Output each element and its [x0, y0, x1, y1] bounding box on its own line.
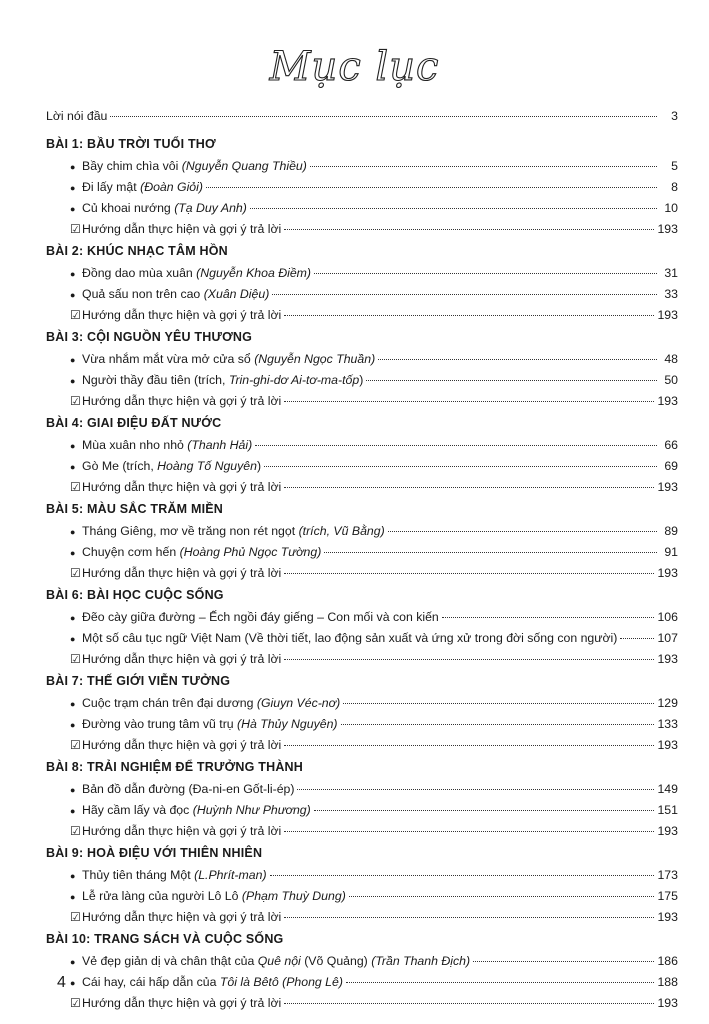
dot-leader: [378, 359, 657, 360]
dot-leader: [255, 445, 657, 446]
dot-leader: [310, 166, 657, 167]
toc-entry[interactable]: [46, 735, 678, 756]
toc-entry-page: 106: [657, 610, 678, 624]
bullet-icon: ●: [70, 355, 76, 365]
toc-entry[interactable]: [46, 714, 678, 735]
lesson-heading-text: BÀI 1: BẦU TRỜI TUỔI THƠ: [46, 137, 216, 151]
toc-entry[interactable]: [46, 456, 678, 477]
title-text: ): [256, 459, 262, 473]
toc-entry-page: 31: [664, 266, 678, 280]
dot-leader: [284, 917, 654, 918]
bullet-icon: ●: [70, 290, 76, 300]
title-text: Vừa nhắm mắt vừa mở cửa sổ: [82, 352, 255, 366]
title-text: Hướng dẫn thực hiện và gợi ý trả lời: [82, 652, 282, 666]
lesson-heading-text: BÀI 8: TRẢI NGHIỆM ĐỂ TRƯỞNG THÀNH: [46, 760, 303, 774]
title-text: Lễ rửa làng của người Lô Lô: [82, 889, 242, 903]
bullet-icon: ●: [70, 269, 76, 279]
title-text: Hướng dẫn thực hiện và gợi ý trả lời: [82, 222, 282, 236]
lesson-list: [46, 133, 678, 1014]
toc-entry-title: [82, 779, 294, 800]
toc-entry-title: [82, 607, 439, 628]
toc-entry-page: 8: [671, 180, 678, 194]
toc-entry[interactable]: [46, 907, 678, 928]
title-text: Bản đồ dẫn đường (Đa-ni-en Gốt-li-ép): [82, 782, 295, 796]
toc-entry[interactable]: [46, 521, 678, 542]
toc-entry[interactable]: [46, 156, 678, 177]
author-or-work-italic: (Tạ Duy Anh): [174, 201, 247, 215]
lesson-heading-text: BÀI 10: TRANG SÁCH VÀ CUỘC SỐNG: [46, 932, 284, 946]
toc-entry-page: 193: [657, 652, 678, 666]
toc-entry[interactable]: [46, 219, 678, 240]
toc-entry-page: 193: [657, 738, 678, 752]
toc-entry[interactable]: [46, 628, 678, 649]
toc-entry-title: [82, 628, 617, 649]
lesson-heading-text: BÀI 6: BÀI HỌC CUỘC SỐNG: [46, 588, 224, 602]
toc-entry-page: 193: [657, 394, 678, 408]
toc-entry-title: [82, 263, 311, 284]
toc-entry-title: [82, 821, 281, 842]
checkbox-icon: ☑: [70, 824, 81, 838]
toc-entry-page: 5: [671, 159, 678, 173]
dot-leader: [442, 617, 655, 618]
title-text: Quả sấu non trên cao: [82, 287, 204, 301]
toc-entry-title: [82, 305, 281, 326]
checkbox-icon: ☑: [70, 394, 81, 408]
bullet-icon: ●: [70, 183, 76, 193]
bullet-icon: ●: [70, 699, 76, 709]
toc-entry[interactable]: [46, 886, 678, 907]
lesson-section: [46, 842, 678, 928]
checkbox-icon: ☑: [70, 308, 81, 322]
toc-entry-page: 33: [664, 287, 678, 301]
bullet-icon: ●: [70, 204, 76, 214]
title-text: Cuộc trạm chán trên đại dương: [82, 696, 257, 710]
toc-entry[interactable]: [46, 263, 678, 284]
bullet-icon: ●: [70, 871, 76, 881]
lesson-heading-text: BÀI 5: MÀU SẮC TRĂM MIỀN: [46, 502, 224, 516]
toc-entry-title: [82, 886, 346, 907]
toc-entry-page: 193: [657, 308, 678, 322]
dot-leader: [284, 659, 654, 660]
lesson-heading: [46, 498, 678, 521]
lesson-section: [46, 670, 678, 756]
page-number: 4: [57, 974, 66, 991]
toc-entry-title: [82, 156, 307, 177]
toc-entry[interactable]: [46, 972, 678, 993]
checkbox-icon: ☑: [70, 910, 81, 924]
title-text: (Võ Quảng): [300, 954, 372, 968]
title-text: Người thầy đầu tiên (trích,: [82, 373, 229, 387]
author-or-work-italic: (Huỳnh Như Phương): [192, 803, 311, 817]
toc-entry-page: 173: [657, 868, 678, 882]
bullet-icon: ●: [70, 162, 76, 172]
bullet-icon: ●: [70, 785, 76, 795]
bullet-icon: ●: [70, 462, 76, 472]
toc-entry[interactable]: [46, 435, 678, 456]
author-or-work-italic: Quê nội: [257, 954, 301, 968]
lesson-section: [46, 928, 678, 1014]
toc-entry-page: 193: [657, 910, 678, 924]
author-or-work-italic: (Giuyn Véc-nơ): [256, 696, 341, 710]
title-text: Gò Me (trích,: [82, 459, 158, 473]
toc-entry[interactable]: [46, 649, 678, 670]
toc-entry-page: 89: [664, 524, 678, 538]
dot-leader: [297, 789, 654, 790]
toc-entry-title: [82, 477, 281, 498]
lesson-heading: [46, 240, 678, 263]
toc-entry-page: 10: [664, 201, 678, 215]
toc-entry-label: Lời nói đầu: [46, 109, 108, 123]
checkbox-icon: ☑: [70, 652, 81, 666]
dot-leader: [284, 831, 654, 832]
toc-entry[interactable]: [46, 800, 678, 821]
title-text: Đồng dao mùa xuân: [82, 266, 197, 280]
toc-entry-page: 193: [657, 480, 678, 494]
bullet-icon: ●: [70, 376, 76, 386]
title-text: Hướng dẫn thực hiện và gợi ý trả lời: [82, 910, 282, 924]
dot-leader: [473, 961, 654, 962]
title-text: Hướng dẫn thực hiện và gợi ý trả lời: [82, 308, 282, 322]
dot-leader: [388, 531, 657, 532]
toc-entry-title: [82, 649, 281, 670]
lesson-heading: [46, 842, 678, 865]
author-or-work-italic: (Trần Thanh Địch): [371, 954, 471, 968]
toc-entry-title: [82, 177, 203, 198]
dot-leader: [343, 703, 654, 704]
toc-entry-title: [82, 349, 375, 370]
lesson-heading-text: BÀI 7: THẾ GIỚI VIỄN TƯỞNG: [46, 674, 231, 688]
dot-leader: [346, 982, 655, 983]
toc-entry[interactable]: [46, 693, 678, 714]
bullet-icon: ●: [70, 806, 76, 816]
lesson-heading-text: BÀI 4: GIAI ĐIỆU ĐẤT NƯỚC: [46, 416, 222, 430]
toc-entry[interactable]: [46, 607, 678, 628]
bullet-icon: ●: [70, 548, 76, 558]
dot-leader: [284, 487, 654, 488]
toc-entry[interactable]: [46, 370, 678, 391]
toc-entry-title: [82, 521, 385, 542]
toc-entry-page: 188: [657, 975, 678, 989]
lesson-section: [46, 498, 678, 584]
lesson-section: [46, 240, 678, 326]
title-text: Hướng dẫn thực hiện và gợi ý trả lời: [82, 996, 282, 1010]
lesson-section: [46, 584, 678, 670]
toc-entry[interactable]: [46, 198, 678, 219]
toc-entry[interactable]: [46, 284, 678, 305]
toc-entry-page: 193: [657, 566, 678, 580]
lesson-heading: [46, 584, 678, 607]
title-text: Hướng dẫn thực hiện và gợi ý trả lời: [82, 824, 282, 838]
checkbox-icon: ☑: [70, 566, 81, 580]
lesson-section: [46, 326, 678, 412]
title-text: Hướng dẫn thực hiện và gợi ý trả lời: [82, 566, 282, 580]
author-or-work-italic: (Xuân Diệu): [203, 287, 270, 301]
dot-leader: [284, 573, 654, 574]
author-or-work-italic: (L.Phrít-man): [194, 868, 267, 882]
toc-entry-page: 151: [657, 803, 678, 817]
toc-entry[interactable]: [46, 391, 678, 412]
author-or-work-italic: (Nguyễn Ngọc Thuần): [254, 352, 376, 366]
lesson-heading-text: BÀI 2: KHÚC NHẠC TÂM HỒN: [46, 244, 228, 258]
toc-entry-page: 193: [657, 222, 678, 236]
toc-entry-page: 133: [657, 717, 678, 731]
bullet-icon: ●: [70, 957, 76, 967]
title-text: Chuyện cơm hến: [82, 545, 180, 559]
lesson-section: [46, 412, 678, 498]
lesson-heading-text: BÀI 9: HOÀ ĐIỆU VỚI THIÊN NHIÊN: [46, 846, 263, 860]
toc-entry-page: 91: [664, 545, 678, 559]
toc-entry[interactable]: [46, 542, 678, 563]
author-or-work-italic: (Nguyễn Quang Thiều): [181, 159, 307, 173]
bullet-icon: ●: [70, 978, 76, 988]
bullet-icon: ●: [70, 527, 76, 537]
dot-leader: [250, 208, 657, 209]
dot-leader: [324, 552, 657, 553]
toc-entry-page: 48: [664, 352, 678, 366]
lesson-heading: [46, 670, 678, 693]
lesson-heading: [46, 412, 678, 435]
toc-entry-page: 193: [657, 824, 678, 838]
title-text: Đường vào trung tâm vũ trụ: [82, 717, 238, 731]
bullet-icon: ●: [70, 720, 76, 730]
lesson-heading-text: BÀI 3: CỘI NGUỒN YÊU THƯƠNG: [46, 330, 253, 344]
toc-entry-title: [82, 563, 281, 584]
toc-entry-intro[interactable]: [46, 106, 678, 127]
dot-leader: [284, 401, 654, 402]
toc-entry-page: 149: [657, 782, 678, 796]
author-or-work-italic: (Hà Thủy Nguyên): [237, 717, 338, 731]
dot-leader: [314, 273, 657, 274]
toc-entry-title: [82, 219, 281, 240]
toc-entry-page: 3: [671, 109, 678, 123]
toc-entry-title: [82, 907, 281, 928]
lesson-section: [46, 133, 678, 240]
checkbox-icon: ☑: [70, 996, 81, 1010]
dot-leader: [620, 638, 654, 639]
dot-leader: [341, 724, 655, 725]
checkbox-icon: ☑: [70, 738, 81, 752]
dot-leader: [314, 810, 655, 811]
dot-leader: [206, 187, 657, 188]
toc-entry-title: [82, 284, 269, 305]
author-or-work-italic: (Thanh Hải): [187, 438, 253, 452]
author-or-work-italic: (trích, Vũ Bằng): [298, 524, 385, 538]
dot-leader: [284, 229, 654, 230]
toc-entry-title: [82, 391, 281, 412]
author-or-work-italic: (Đoàn Giỏi): [140, 180, 203, 194]
author-or-work-italic: Trin-ghi-dơ Ai-tơ-ma-tốp: [228, 373, 360, 387]
dot-leader: [284, 315, 654, 316]
toc-entry[interactable]: [46, 477, 678, 498]
toc-entry-title: [82, 993, 281, 1014]
lesson-heading: [46, 133, 678, 156]
toc-entry[interactable]: [46, 951, 678, 972]
title-text: Cái hay, cái hấp dẫn của: [82, 975, 220, 989]
title-text: Vẻ đẹp giản dị và chân thật của: [82, 954, 258, 968]
toc-entry[interactable]: [46, 177, 678, 198]
toc-entry[interactable]: [46, 865, 678, 886]
toc-entry[interactable]: [46, 779, 678, 800]
toc-entry[interactable]: [46, 563, 678, 584]
dot-leader: [264, 466, 657, 467]
lesson-heading: [46, 326, 678, 349]
toc-entry-title: [82, 542, 321, 563]
author-or-work-italic: Tôi là Bêtô: [219, 975, 279, 989]
title-text: Đẽo cày giữa đường – Ếch ngồi đáy giếng – Con mối và con kiến: [82, 610, 439, 624]
toc-entry-page: 175: [657, 889, 678, 903]
toc-entry-title: [82, 800, 311, 821]
bullet-icon: ●: [70, 441, 76, 451]
author-or-work-italic: (Hoàng Phủ Ngọc Tường): [179, 545, 322, 559]
toc-entry[interactable]: [46, 821, 678, 842]
title-text: Thủy tiên tháng Một: [82, 868, 195, 882]
toc-entry[interactable]: [46, 993, 678, 1014]
dot-leader: [110, 116, 657, 117]
toc-entry-title: [82, 865, 267, 886]
title-text: Đi lấy mật: [82, 180, 141, 194]
toc-entry-title: [82, 456, 261, 477]
title-text: ): [359, 373, 364, 387]
title-text: Hãy cầm lấy và đọc: [82, 803, 193, 817]
checkbox-icon: ☑: [70, 222, 81, 236]
toc-entry-page: 66: [664, 438, 678, 452]
toc-entry-title: [82, 735, 281, 756]
title-text: Mùa xuân nho nhỏ: [82, 438, 188, 452]
toc-entry-title: [82, 198, 247, 219]
toc-entry[interactable]: [46, 349, 678, 370]
toc-entry-page: 107: [657, 631, 678, 645]
bullet-icon: ●: [70, 892, 76, 902]
toc-entry-page: 50: [664, 373, 678, 387]
toc-entry-page: 69: [664, 459, 678, 473]
lesson-heading: [46, 756, 678, 779]
author-or-work-italic: Hoàng Tố Nguyên: [157, 459, 257, 473]
title-text: Bầy chim chìa vôi: [82, 159, 182, 173]
toc-entry-title: [82, 972, 343, 993]
dot-leader: [366, 380, 657, 381]
toc-entry[interactable]: [46, 305, 678, 326]
bullet-icon: ●: [70, 634, 76, 644]
checkbox-icon: ☑: [70, 480, 81, 494]
title-text: Một số câu tục ngữ Việt Nam (Về thời tiết, lao động sản xuất và ứng xử trong đời sống con người): [82, 631, 618, 645]
lesson-heading: [46, 928, 678, 951]
toc-entry-title: [82, 714, 338, 735]
toc-entry-title: [82, 951, 470, 972]
author-or-work-italic: (Nguyễn Khoa Điềm): [196, 266, 311, 280]
title-text: Hướng dẫn thực hiện và gợi ý trả lời: [82, 480, 282, 494]
title-text: Tháng Giêng, mơ về trăng non rét ngọt: [82, 524, 299, 538]
title-text: Hướng dẫn thực hiện và gợi ý trả lời: [82, 394, 282, 408]
dot-leader: [272, 294, 657, 295]
dot-leader: [270, 875, 655, 876]
dot-leader: [284, 1003, 654, 1004]
toc-entry-page: 193: [657, 996, 678, 1010]
toc-entry-page: 186: [657, 954, 678, 968]
bullet-icon: ●: [70, 613, 76, 623]
toc-entry-page: 129: [657, 696, 678, 710]
author-or-work-italic: (Phong Lê): [282, 975, 343, 989]
title-text: Hướng dẫn thực hiện và gợi ý trả lời: [82, 738, 282, 752]
title-text: Củ khoai nướng: [82, 201, 175, 215]
dot-leader: [349, 896, 655, 897]
toc-entry-title: [82, 370, 363, 391]
table-of-contents: [46, 106, 678, 1014]
author-or-work-italic: (Phạm Thuỳ Dung): [241, 889, 346, 903]
toc-entry-title: [82, 435, 252, 456]
lesson-section: [46, 756, 678, 842]
dot-leader: [284, 745, 654, 746]
page-title: Mục lục: [269, 44, 440, 90]
toc-entry-title: [82, 693, 340, 714]
